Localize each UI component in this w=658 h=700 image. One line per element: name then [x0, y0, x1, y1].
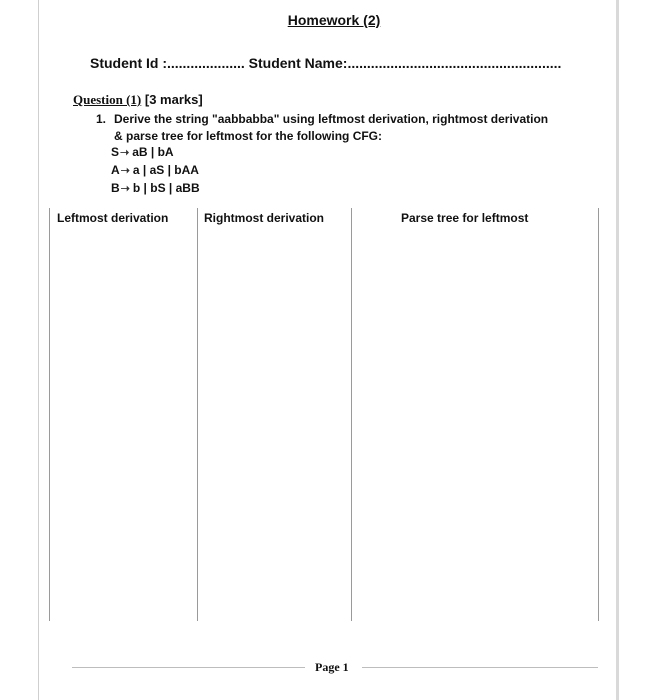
arrow-icon: ➝	[120, 183, 130, 195]
grammar-rule-b	[111, 180, 200, 198]
rule-rhs: b | bS | aBB	[132, 181, 200, 195]
task-number: 1.	[96, 112, 107, 126]
rule-rhs: aB | bA	[132, 145, 174, 159]
task-line-2: & parse tree for leftmost for the following CFG:	[114, 129, 383, 143]
arrow-icon: ➝	[120, 147, 130, 159]
rule-rhs: a | aS | bAA	[132, 163, 199, 177]
table-border-left	[49, 208, 50, 621]
grammar-rule-a	[111, 162, 200, 180]
column-header-rightmost: Rightmost derivation	[204, 211, 325, 225]
rule-lhs: S	[111, 145, 120, 159]
column-header-leftmost: Leftmost derivation	[57, 211, 169, 225]
rule-lhs: B	[111, 181, 120, 195]
task-line-1-text: Derive the string "aabbabba" using leftmost derivation, rightmost derivation	[114, 112, 549, 126]
student-info-line: Student Id :.................... Student Name:.......................................................	[90, 55, 562, 71]
document-title: Homework (2)	[287, 12, 381, 28]
grammar-rule-s	[111, 144, 200, 162]
column-header-parse-tree: Parse tree for leftmost	[401, 211, 529, 225]
table-divider-1	[197, 208, 198, 621]
footer-rule-left	[72, 667, 305, 668]
grammar-rules	[111, 144, 200, 198]
page-right-edge	[616, 0, 619, 700]
page-number: Page 1	[315, 660, 349, 674]
page-left-edge	[38, 0, 39, 700]
question-heading	[73, 92, 203, 108]
question-label: Question (1)	[73, 92, 142, 107]
task-description	[96, 111, 596, 145]
task-line-1	[96, 111, 596, 128]
table-divider-2	[351, 208, 352, 621]
table-border-right	[598, 208, 599, 621]
question-marks: [3 marks]	[141, 92, 203, 107]
rule-lhs: A	[111, 163, 120, 177]
footer-rule-right	[362, 667, 598, 668]
arrow-icon: ➝	[120, 165, 130, 177]
